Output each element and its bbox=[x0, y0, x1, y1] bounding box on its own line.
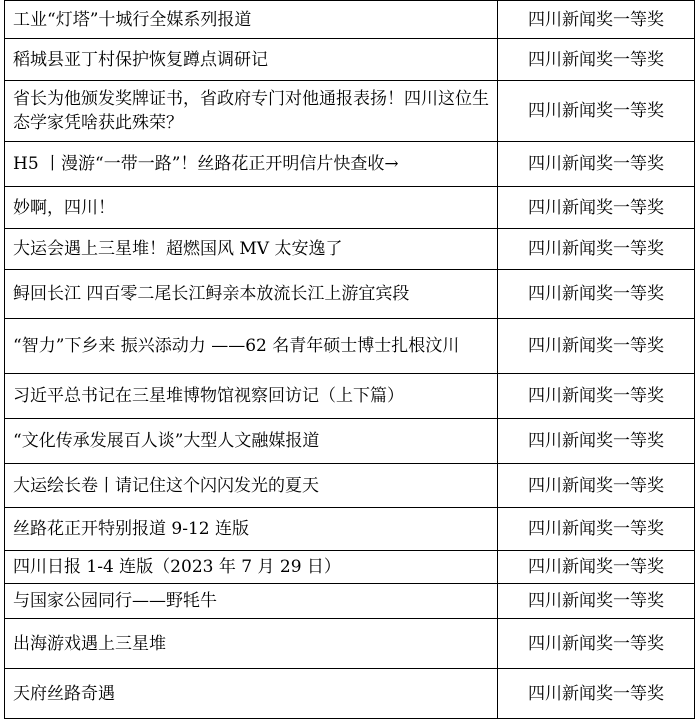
work-title-cell: 大运会遇上三星堆！超燃国风 MV 太安逸了 bbox=[5, 229, 498, 270]
work-title-cell: H5 丨漫游“一带一路”！丝路花正开明信片快查收→ bbox=[5, 142, 498, 187]
table-row bbox=[5, 270, 695, 319]
table-row bbox=[5, 142, 695, 187]
table-row bbox=[5, 551, 695, 584]
table-row bbox=[5, 508, 695, 551]
table-row bbox=[5, 39, 695, 81]
table-row bbox=[5, 464, 695, 508]
award-cell: 四川新闻奖一等奖 bbox=[498, 669, 695, 719]
table-row bbox=[5, 419, 695, 464]
award-cell: 四川新闻奖一等奖 bbox=[498, 374, 695, 419]
work-title-cell: 习近平总书记在三星堆博物馆视察回访记（上下篇） bbox=[5, 374, 498, 419]
award-cell: 四川新闻奖一等奖 bbox=[498, 142, 695, 187]
award-cell: 四川新闻奖一等奖 bbox=[498, 319, 695, 374]
award-cell: 四川新闻奖一等奖 bbox=[498, 39, 695, 81]
table-row bbox=[5, 374, 695, 419]
table-row bbox=[5, 81, 695, 142]
work-title-cell: 鲟回长江 四百零二尾长江鲟亲本放流长江上游宜宾段 bbox=[5, 270, 498, 319]
award-cell: 四川新闻奖一等奖 bbox=[498, 419, 695, 464]
award-cell: 四川新闻奖一等奖 bbox=[498, 270, 695, 319]
work-title-cell: 出海游戏遇上三星堆 bbox=[5, 619, 498, 669]
award-cell: 四川新闻奖一等奖 bbox=[498, 81, 695, 142]
table-row bbox=[5, 187, 695, 229]
award-cell: 四川新闻奖一等奖 bbox=[498, 229, 695, 270]
table-row bbox=[5, 229, 695, 270]
award-cell: 四川新闻奖一等奖 bbox=[498, 619, 695, 669]
table-row bbox=[5, 319, 695, 374]
award-cell: 四川新闻奖一等奖 bbox=[498, 551, 695, 584]
work-title-cell: “智力”下乡来 振兴添动力 ——62 名青年硕士博士扎根汶川 bbox=[5, 319, 498, 374]
table-row bbox=[5, 1, 695, 39]
table-row bbox=[5, 669, 695, 719]
award-cell: 四川新闻奖一等奖 bbox=[498, 464, 695, 508]
work-title-cell: 丝路花正开特别报道 9-12 连版 bbox=[5, 508, 498, 551]
work-title-cell: 稻城县亚丁村保护恢复蹲点调研记 bbox=[5, 39, 498, 81]
award-cell: 四川新闻奖一等奖 bbox=[498, 187, 695, 229]
work-title-cell: 与国家公园同行——野牦牛 bbox=[5, 584, 498, 619]
work-title-cell: 天府丝路奇遇 bbox=[5, 669, 498, 719]
award-cell: 四川新闻奖一等奖 bbox=[498, 508, 695, 551]
awards-table bbox=[4, 0, 695, 719]
work-title-cell: 工业“灯塔”十城行全媒系列报道 bbox=[5, 1, 498, 39]
work-title-cell: 妙啊，四川！ bbox=[5, 187, 498, 229]
work-title-cell: 四川日报 1-4 连版（2023 年 7 月 29 日） bbox=[5, 551, 498, 584]
work-title-cell: “文化传承发展百人谈”大型人文融媒报道 bbox=[5, 419, 498, 464]
award-cell: 四川新闻奖一等奖 bbox=[498, 584, 695, 619]
table-row bbox=[5, 584, 695, 619]
work-title-cell: 省长为他颁发奖牌证书，省政府专门对他通报表扬！四川这位生态学家凭啥获此殊荣？ bbox=[5, 81, 498, 142]
table-row bbox=[5, 619, 695, 669]
award-cell: 四川新闻奖一等奖 bbox=[498, 1, 695, 39]
work-title-cell: 大运绘长卷丨请记住这个闪闪发光的夏天 bbox=[5, 464, 498, 508]
